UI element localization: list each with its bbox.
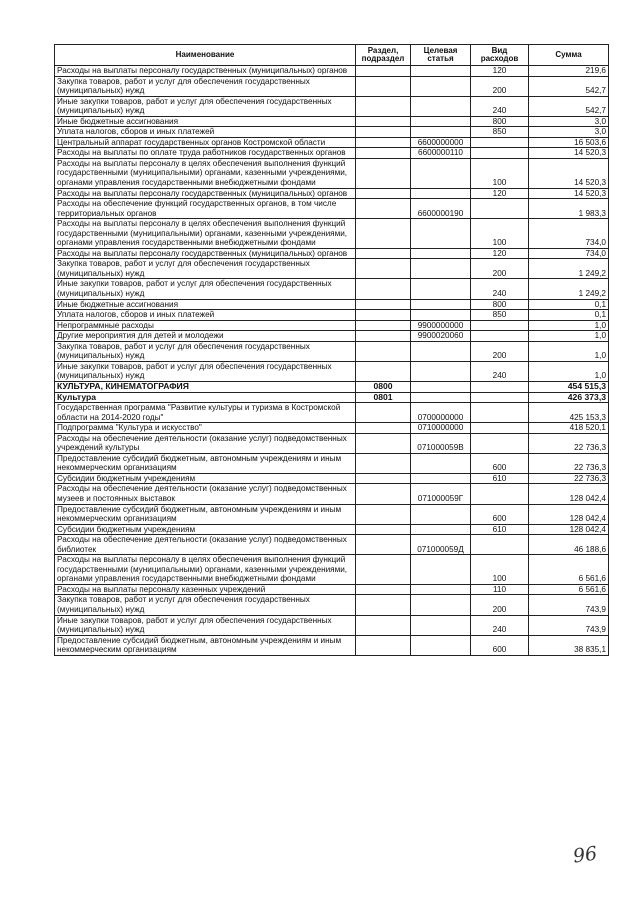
table-row <box>55 524 609 535</box>
table-row <box>55 595 609 615</box>
row-statya <box>411 341 471 361</box>
row-vid <box>471 381 529 392</box>
row-razdel <box>356 137 411 148</box>
table-row <box>55 299 609 310</box>
row-summa: 1,0 <box>529 361 609 381</box>
row-razdel <box>356 259 411 279</box>
table-body <box>55 66 609 656</box>
row-name: Субсидии бюджетным учреждениям <box>55 524 356 535</box>
row-vid: 100 <box>471 219 529 249</box>
row-vid <box>471 148 529 159</box>
row-name: Уплата налогов, сборов и иных платежей <box>55 310 356 321</box>
table-row <box>55 403 609 423</box>
row-vid <box>471 433 529 453</box>
row-vid <box>471 320 529 331</box>
row-vid: 610 <box>471 524 529 535</box>
row-vid <box>471 484 529 504</box>
row-summa: 22 736,3 <box>529 473 609 484</box>
table-row <box>55 259 609 279</box>
table-row <box>55 96 609 116</box>
row-statya <box>411 361 471 381</box>
row-vid: 200 <box>471 259 529 279</box>
row-statya: 0710000000 <box>411 423 471 434</box>
row-name: Предоставление субсидий бюджетным, автономным учреждениям и иным некоммерческим организациям <box>55 453 356 473</box>
row-statya <box>411 66 471 77</box>
row-name: Иные бюджетные ассигнования <box>55 116 356 127</box>
row-vid: 100 <box>471 158 529 188</box>
row-vid: 240 <box>471 361 529 381</box>
row-statya <box>411 127 471 138</box>
table-row <box>55 66 609 77</box>
row-statya <box>411 116 471 127</box>
row-summa: 743,9 <box>529 615 609 635</box>
table-row <box>55 137 609 148</box>
row-vid: 240 <box>471 615 529 635</box>
row-vid <box>471 199 529 219</box>
row-name: КУЛЬТУРА, КИНЕМАТОГРАФИЯ <box>55 381 356 392</box>
row-razdel <box>356 66 411 77</box>
table-row <box>55 341 609 361</box>
row-summa: 1,0 <box>529 320 609 331</box>
row-summa: 14 520,3 <box>529 148 609 159</box>
row-name: Иные бюджетные ассигнования <box>55 299 356 310</box>
row-vid: 600 <box>471 504 529 524</box>
table-row <box>55 188 609 199</box>
row-summa: 1 983,3 <box>529 199 609 219</box>
row-vid <box>471 423 529 434</box>
row-name: Расходы на обеспечение деятельности (оказание услуг) подведомственных учреждений культуры <box>55 433 356 453</box>
row-summa: 14 520,3 <box>529 188 609 199</box>
row-summa: 14 520,3 <box>529 158 609 188</box>
row-statya <box>411 279 471 299</box>
row-statya: 071000059Д <box>411 535 471 555</box>
row-vid: 800 <box>471 116 529 127</box>
row-name: Расходы на выплаты персоналу в целях обеспечения выполнения функций государственными (муниципальными) органами, казенными учреждениями, органами управления государственными внебюджетными фондами <box>55 555 356 585</box>
table-row <box>55 148 609 159</box>
row-statya: 6600000190 <box>411 199 471 219</box>
row-vid: 120 <box>471 248 529 259</box>
row-statya <box>411 248 471 259</box>
row-razdel <box>356 331 411 342</box>
table-row <box>55 116 609 127</box>
row-vid: 240 <box>471 279 529 299</box>
row-summa: 38 835,1 <box>529 635 609 655</box>
row-name: Расходы на выплаты персоналу государственных (муниципальных) органов <box>55 66 356 77</box>
table-row <box>55 248 609 259</box>
row-razdel <box>356 535 411 555</box>
row-razdel <box>356 158 411 188</box>
table-row <box>55 76 609 96</box>
row-name: Субсидии бюджетным учреждениям <box>55 473 356 484</box>
row-summa: 22 736,3 <box>529 433 609 453</box>
row-summa: 3,0 <box>529 116 609 127</box>
row-summa: 1,0 <box>529 341 609 361</box>
row-name: Расходы на выплаты персоналу в целях обеспечения выполнения функций государственными (муниципальными) органами, казенными учреждениями, органами управления государственными внебюджетными фондами <box>55 219 356 249</box>
row-statya <box>411 635 471 655</box>
row-statya <box>411 76 471 96</box>
row-razdel <box>356 555 411 585</box>
table-row <box>55 331 609 342</box>
row-statya: 6600000110 <box>411 148 471 159</box>
row-razdel <box>356 188 411 199</box>
row-name: Закупка товаров, работ и услуг для обеспечения государственных (муниципальных) нужд <box>55 341 356 361</box>
table-header-row <box>55 45 609 66</box>
table-row <box>55 127 609 138</box>
budget-table <box>54 44 609 656</box>
row-vid: 200 <box>471 76 529 96</box>
table-row <box>55 392 609 403</box>
row-statya <box>411 96 471 116</box>
table-row <box>55 320 609 331</box>
row-statya <box>411 615 471 635</box>
row-razdel <box>356 403 411 423</box>
row-name: Государственная программа "Развитие культуры и туризма в Костромской области на 2014-2020 годы" <box>55 403 356 423</box>
header-statya: Целевая статья <box>411 45 471 66</box>
row-vid: 850 <box>471 310 529 321</box>
table-row <box>55 279 609 299</box>
table-row <box>55 635 609 655</box>
row-razdel <box>356 524 411 535</box>
table-row <box>55 158 609 188</box>
row-razdel <box>356 219 411 249</box>
row-name: Закупка товаров, работ и услуг для обеспечения государственных (муниципальных) нужд <box>55 595 356 615</box>
row-statya <box>411 555 471 585</box>
row-razdel <box>356 310 411 321</box>
row-statya: 9900020060 <box>411 331 471 342</box>
row-razdel <box>356 341 411 361</box>
row-name: Закупка товаров, работ и услуг для обеспечения государственных (муниципальных) нужд <box>55 76 356 96</box>
row-statya <box>411 504 471 524</box>
header-razdel: Раздел, подраздел <box>356 45 411 66</box>
row-razdel <box>356 423 411 434</box>
row-statya <box>411 188 471 199</box>
row-name: Расходы на обеспечение деятельности (оказание услуг) подведомственных музеев и постоянных выставок <box>55 484 356 504</box>
row-name: Предоставление субсидий бюджетным, автономным учреждениям и иным некоммерческим организациям <box>55 504 356 524</box>
row-razdel <box>356 199 411 219</box>
row-statya <box>411 473 471 484</box>
table-row <box>55 310 609 321</box>
row-name: Иные закупки товаров, работ и услуг для обеспечения государственных (муниципальных) нужд <box>55 361 356 381</box>
handwritten-page-number: 96 <box>571 842 599 868</box>
row-statya <box>411 259 471 279</box>
row-summa: 542,7 <box>529 96 609 116</box>
row-razdel <box>356 615 411 635</box>
row-vid: 110 <box>471 584 529 595</box>
row-razdel <box>356 473 411 484</box>
table-row <box>55 361 609 381</box>
row-name: Расходы на выплаты персоналу государственных (муниципальных) органов <box>55 188 356 199</box>
header-vid: Вид расходов <box>471 45 529 66</box>
table-row <box>55 555 609 585</box>
row-name: Непрограммные расходы <box>55 320 356 331</box>
row-summa: 128 042,4 <box>529 504 609 524</box>
row-summa: 418 520,1 <box>529 423 609 434</box>
row-summa: 1 249,2 <box>529 279 609 299</box>
row-vid: 200 <box>471 595 529 615</box>
row-summa: 1,0 <box>529 331 609 342</box>
row-vid: 850 <box>471 127 529 138</box>
row-summa: 425 153,3 <box>529 403 609 423</box>
table-row <box>55 381 609 392</box>
row-name: Иные закупки товаров, работ и услуг для обеспечения государственных (муниципальных) нужд <box>55 279 356 299</box>
row-name: Уплата налогов, сборов и иных платежей <box>55 127 356 138</box>
table-row <box>55 584 609 595</box>
row-vid <box>471 137 529 148</box>
row-razdel <box>356 127 411 138</box>
row-vid <box>471 403 529 423</box>
row-statya <box>411 158 471 188</box>
row-vid: 240 <box>471 96 529 116</box>
row-statya: 6600000000 <box>411 137 471 148</box>
row-summa: 128 042,4 <box>529 524 609 535</box>
row-summa: 542,7 <box>529 76 609 96</box>
row-vid: 610 <box>471 473 529 484</box>
row-summa: 22 736,3 <box>529 453 609 473</box>
row-name: Расходы на обеспечение функций государственных органов, в том числе территориальных органов <box>55 199 356 219</box>
row-razdel <box>356 279 411 299</box>
row-razdel <box>356 584 411 595</box>
row-razdel <box>356 595 411 615</box>
row-summa: 0,1 <box>529 299 609 310</box>
row-statya: 0700000000 <box>411 403 471 423</box>
row-statya <box>411 524 471 535</box>
row-summa: 734,0 <box>529 219 609 249</box>
row-razdel <box>356 148 411 159</box>
row-vid <box>471 331 529 342</box>
row-razdel <box>356 361 411 381</box>
row-statya: 071000059В <box>411 433 471 453</box>
row-name: Иные закупки товаров, работ и услуг для обеспечения государственных (муниципальных) нужд <box>55 615 356 635</box>
table-row <box>55 453 609 473</box>
row-name: Культура <box>55 392 356 403</box>
header-summa: Сумма <box>529 45 609 66</box>
row-vid <box>471 535 529 555</box>
row-vid: 100 <box>471 555 529 585</box>
row-razdel <box>356 76 411 96</box>
row-razdel <box>356 484 411 504</box>
row-razdel <box>356 320 411 331</box>
row-summa: 3,0 <box>529 127 609 138</box>
row-statya <box>411 584 471 595</box>
row-statya <box>411 595 471 615</box>
row-summa: 0,1 <box>529 310 609 321</box>
row-name: Расходы на обеспечение деятельности (оказание услуг) подведомственных библиотек <box>55 535 356 555</box>
row-vid: 120 <box>471 66 529 77</box>
row-name: Предоставление субсидий бюджетным, автономным учреждениям и иным некоммерческим организациям <box>55 635 356 655</box>
row-name: Расходы на выплаты персоналу казенных учреждений <box>55 584 356 595</box>
row-statya <box>411 392 471 403</box>
row-razdel: 0800 <box>356 381 411 392</box>
row-name: Центральный аппарат государственных органов Костромской области <box>55 137 356 148</box>
row-razdel <box>356 433 411 453</box>
table-row <box>55 504 609 524</box>
row-vid: 600 <box>471 635 529 655</box>
table-row <box>55 423 609 434</box>
row-statya <box>411 453 471 473</box>
table-row <box>55 615 609 635</box>
row-summa: 6 561,6 <box>529 555 609 585</box>
row-summa: 16 503,6 <box>529 137 609 148</box>
row-statya <box>411 310 471 321</box>
row-razdel <box>356 635 411 655</box>
row-name: Расходы на выплаты персоналу в целях обеспечения выполнения функций государственными (муниципальными) органами, казенными учреждениями, органами управления государственными внебюджетными фондами <box>55 158 356 188</box>
row-vid: 600 <box>471 453 529 473</box>
row-statya <box>411 381 471 392</box>
row-name: Закупка товаров, работ и услуг для обеспечения государственных (муниципальных) нужд <box>55 259 356 279</box>
table-row <box>55 535 609 555</box>
row-summa: 219,6 <box>529 66 609 77</box>
table-row <box>55 484 609 504</box>
row-name: Подпрограмма "Культура и искусство" <box>55 423 356 434</box>
row-name: Расходы на выплаты по оплате труда работников государственных органов <box>55 148 356 159</box>
row-summa: 6 561,6 <box>529 584 609 595</box>
row-razdel <box>356 453 411 473</box>
row-summa: 734,0 <box>529 248 609 259</box>
row-vid: 200 <box>471 341 529 361</box>
row-summa: 426 373,3 <box>529 392 609 403</box>
table-row <box>55 219 609 249</box>
row-vid <box>471 392 529 403</box>
row-razdel: 0801 <box>356 392 411 403</box>
header-name: Наименование <box>55 45 356 66</box>
row-vid: 800 <box>471 299 529 310</box>
row-razdel <box>356 116 411 127</box>
row-razdel <box>356 248 411 259</box>
row-summa: 1 249,2 <box>529 259 609 279</box>
row-summa: 128 042,4 <box>529 484 609 504</box>
row-razdel <box>356 96 411 116</box>
table-row <box>55 199 609 219</box>
budget-table-page <box>54 44 608 656</box>
row-summa: 46 188,6 <box>529 535 609 555</box>
row-razdel <box>356 299 411 310</box>
row-razdel <box>356 504 411 524</box>
row-name: Другие мероприятия для детей и молодежи <box>55 331 356 342</box>
row-statya: 071000059Г <box>411 484 471 504</box>
row-vid: 120 <box>471 188 529 199</box>
table-row <box>55 433 609 453</box>
table-row <box>55 473 609 484</box>
row-statya <box>411 219 471 249</box>
row-statya: 9900000000 <box>411 320 471 331</box>
row-statya <box>411 299 471 310</box>
row-name: Иные закупки товаров, работ и услуг для обеспечения государственных (муниципальных) нужд <box>55 96 356 116</box>
row-summa: 743,9 <box>529 595 609 615</box>
row-summa: 454 515,3 <box>529 381 609 392</box>
row-name: Расходы на выплаты персоналу государственных (муниципальных) органов <box>55 248 356 259</box>
